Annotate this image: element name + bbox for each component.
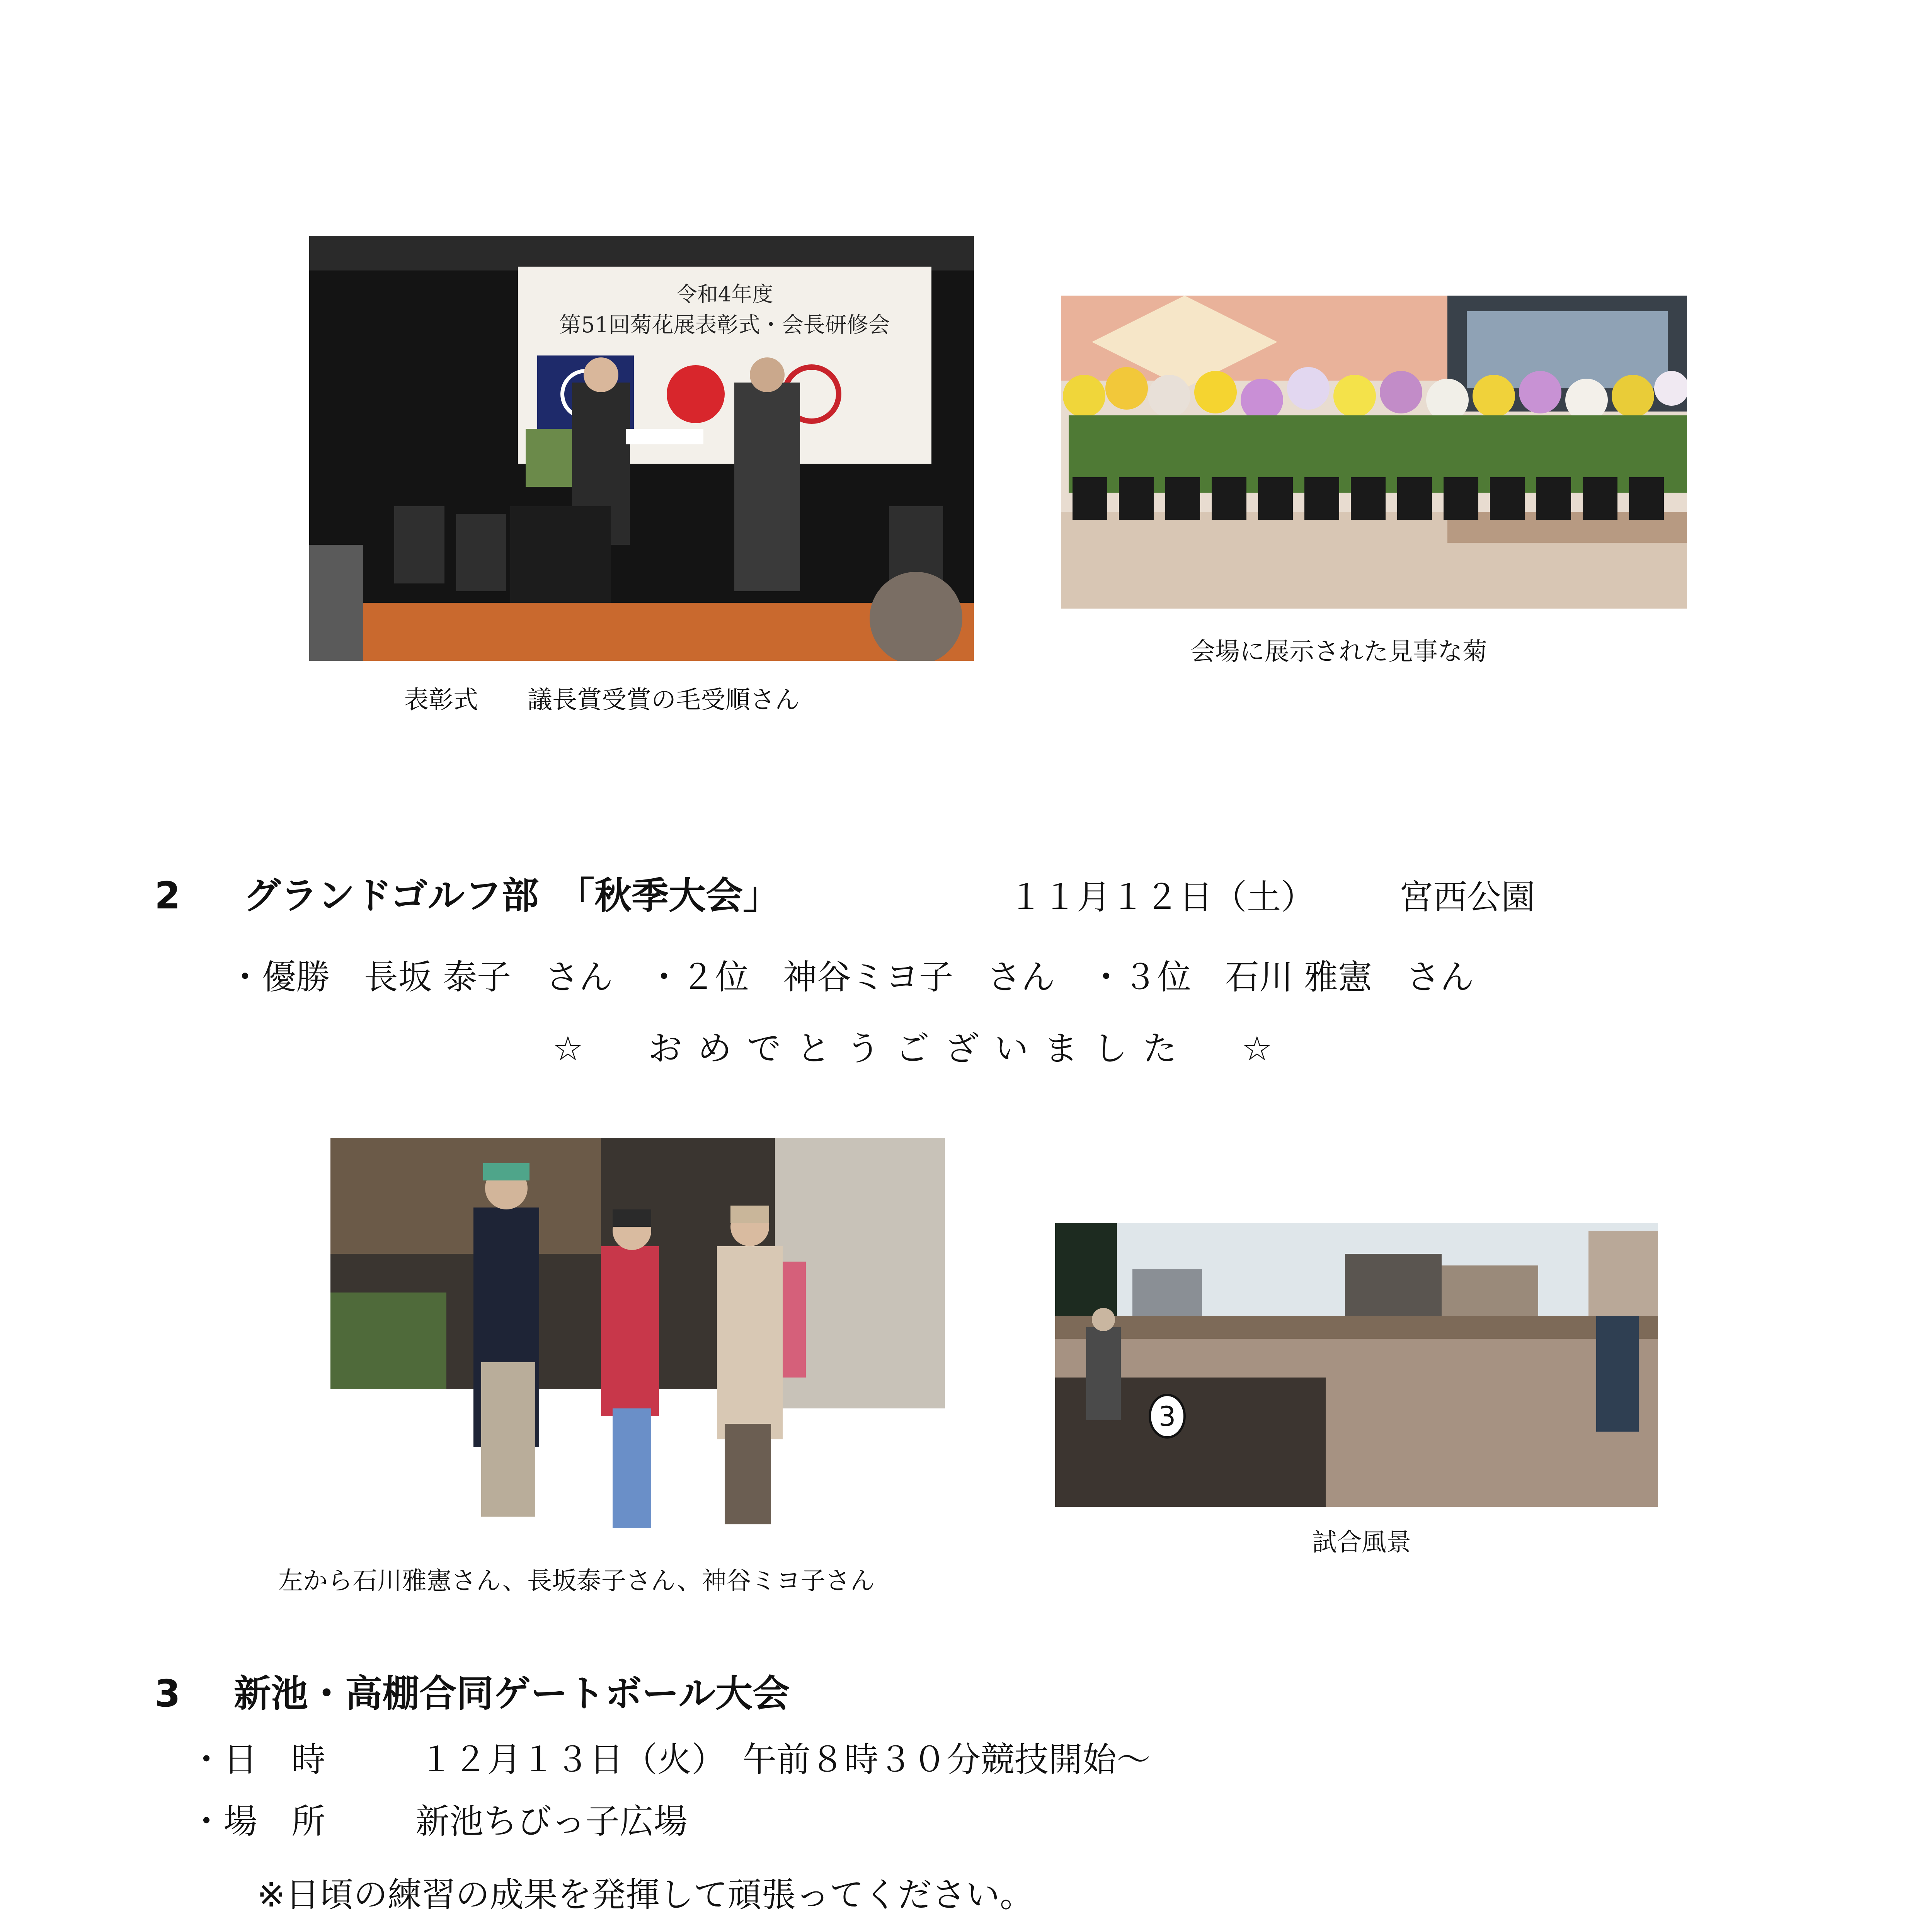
match-caption: 試合風景 — [1312, 1528, 1411, 1557]
section2-heading — [155, 874, 780, 917]
winners-caption: 左から石川雅憲さん、長坂泰子さん、神谷ミヨ子さん — [278, 1567, 875, 1595]
ceremony-banner-line2: 第51回菊花展表彰式・会長研修会 — [559, 313, 890, 338]
section2-place: 宮西公園 — [1399, 877, 1536, 917]
ceremony-caption: 表彰式 議長賞受賞の毛受順さん — [404, 686, 800, 714]
winners-photo — [330, 1138, 945, 1544]
section3-place-value: 新池ちびっ子広場 — [415, 1801, 688, 1841]
section3-place-label: ・場 所 — [189, 1801, 326, 1841]
section3-number: 3 — [155, 1672, 180, 1715]
section3-note: ※日頃の練習の成果を発揮して頑張ってください。 — [257, 1875, 1034, 1915]
section2-title: グランドゴルフ部 「秋季大会」 — [243, 874, 780, 917]
section2-results: ・優勝 長坂 泰子 さん ・２位 神谷ミヨ子 さん ・３位 石川 雅憲 さん — [228, 957, 1474, 997]
section2-congrats: ☆ おめでとうございました ☆ — [553, 1029, 1288, 1068]
section3-date-label: ・日 時 — [189, 1740, 326, 1779]
ceremony-banner-line1: 令和4年度 — [676, 282, 773, 306]
chrysanthemum-photo — [1061, 296, 1687, 609]
section2-date: １１月１２日（土） — [1009, 877, 1315, 917]
ceremony-photo — [309, 236, 974, 661]
section3-date-value: １２月１３日（火） 午前８時３０分競技開始～ — [419, 1740, 1151, 1779]
section3-title: 新池・高棚合同ゲートボール大会 — [234, 1672, 790, 1715]
chrysanthemum-caption: 会場に展示された見事な菊 — [1190, 638, 1487, 666]
match-marker-number: 3 — [1158, 1401, 1176, 1432]
section2-number: 2 — [155, 874, 180, 917]
section3-heading — [155, 1672, 790, 1715]
match-photo — [1055, 1223, 1658, 1507]
